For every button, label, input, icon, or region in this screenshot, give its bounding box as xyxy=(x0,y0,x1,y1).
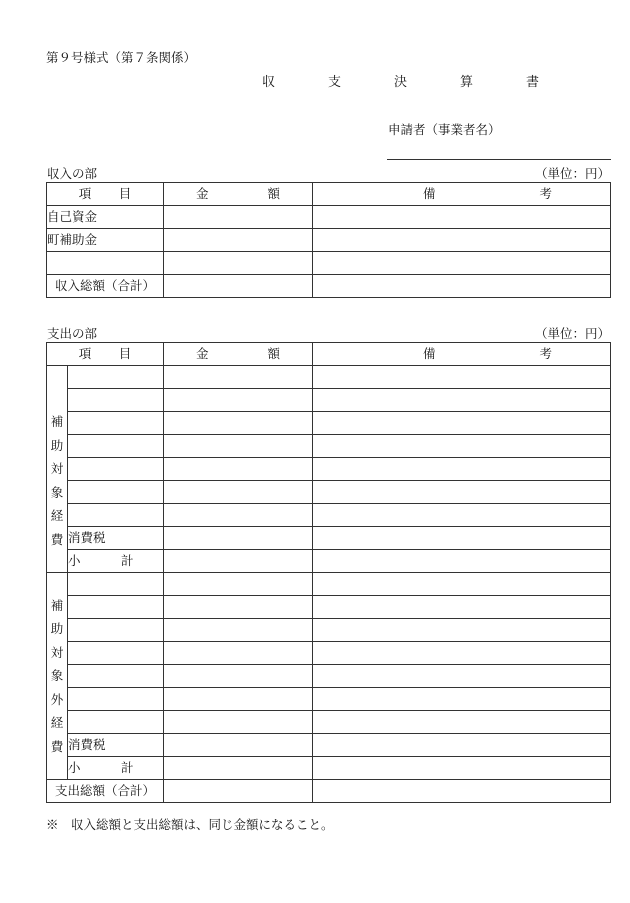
amount-cell[interactable] xyxy=(164,619,313,642)
note-cell[interactable] xyxy=(313,229,611,252)
amount-cell[interactable] xyxy=(164,596,313,619)
table-row xyxy=(47,504,611,527)
income-header-amount: 金 額 xyxy=(164,183,313,206)
table-row xyxy=(47,481,611,504)
expense-header-note: 備 考 xyxy=(313,343,611,366)
note-cell[interactable] xyxy=(313,206,611,229)
document-title: 収 支 決 算 書 xyxy=(262,75,560,90)
note-cell[interactable] xyxy=(313,366,611,389)
note-cell[interactable] xyxy=(313,389,611,412)
income-unit-label: （単位：円） xyxy=(534,166,610,181)
income-header-item: 項 目 xyxy=(47,183,164,206)
income-section-label: 収入の部 xyxy=(47,166,98,181)
item-cell[interactable] xyxy=(68,573,164,596)
amount-cell[interactable] xyxy=(164,688,313,711)
consumption-tax-label: 消費税 xyxy=(68,527,164,550)
subtotal-row xyxy=(47,757,611,780)
note-cell[interactable] xyxy=(313,458,611,481)
item-cell[interactable] xyxy=(68,711,164,734)
note-cell[interactable] xyxy=(313,734,611,757)
table-row xyxy=(47,412,611,435)
income-item-town-subsidy: 町補助金 xyxy=(47,229,164,252)
amount-cell[interactable] xyxy=(164,435,313,458)
note-cell[interactable] xyxy=(313,596,611,619)
table-row xyxy=(47,389,611,412)
item-cell[interactable] xyxy=(68,435,164,458)
income-total-row xyxy=(47,275,611,298)
amount-cell[interactable] xyxy=(164,229,313,252)
item-cell[interactable] xyxy=(68,642,164,665)
amount-cell[interactable] xyxy=(164,550,313,573)
note-cell[interactable] xyxy=(313,435,611,458)
table-row xyxy=(47,458,611,481)
note-cell[interactable] xyxy=(313,573,611,596)
income-item-blank[interactable] xyxy=(47,252,164,275)
expense-header-row xyxy=(47,343,611,366)
table-row xyxy=(47,206,611,229)
expense-section-label: 支出の部 xyxy=(47,326,98,341)
amount-cell[interactable] xyxy=(164,711,313,734)
non-eligible-expenses-label: 補 助 対 象 外 経 費 xyxy=(47,573,68,780)
subtotal-label: 小 計 xyxy=(68,757,164,780)
amount-cell[interactable] xyxy=(164,665,313,688)
item-cell[interactable] xyxy=(68,688,164,711)
table-row xyxy=(47,573,611,596)
applicant-label: 申請者（事業者名） xyxy=(388,122,501,137)
item-cell[interactable] xyxy=(68,389,164,412)
income-total-amount[interactable] xyxy=(164,275,313,298)
form-number: 第９号様式（第７条関係） xyxy=(46,50,197,65)
expense-total-amount[interactable] xyxy=(164,780,313,803)
amount-cell[interactable] xyxy=(164,481,313,504)
table-row xyxy=(47,435,611,458)
item-cell[interactable] xyxy=(68,504,164,527)
income-item-own-funds: 自己資金 xyxy=(47,206,164,229)
item-cell[interactable] xyxy=(68,458,164,481)
consumption-tax-label: 消費税 xyxy=(68,734,164,757)
amount-cell[interactable] xyxy=(164,206,313,229)
amount-cell[interactable] xyxy=(164,757,313,780)
footnote: ※ 収入総額と支出総額は、同じ金額になること。 xyxy=(46,817,334,832)
note-cell[interactable] xyxy=(313,688,611,711)
consumption-tax-row xyxy=(47,527,611,550)
income-total-note[interactable] xyxy=(313,275,611,298)
income-total-label: 収入総額（合計） xyxy=(47,275,164,298)
income-table xyxy=(46,182,611,298)
table-row xyxy=(47,619,611,642)
item-cell[interactable] xyxy=(68,665,164,688)
expense-header-amount: 金 額 xyxy=(164,343,313,366)
table-row xyxy=(47,596,611,619)
amount-cell[interactable] xyxy=(164,389,313,412)
table-row xyxy=(47,366,611,389)
amount-cell[interactable] xyxy=(164,458,313,481)
amount-cell[interactable] xyxy=(164,527,313,550)
note-cell[interactable] xyxy=(313,481,611,504)
item-cell[interactable] xyxy=(68,412,164,435)
note-cell[interactable] xyxy=(313,504,611,527)
applicant-signature-line[interactable] xyxy=(387,159,611,160)
note-cell[interactable] xyxy=(313,412,611,435)
expense-unit-label: （単位：円） xyxy=(534,326,610,341)
table-row xyxy=(47,252,611,275)
expense-table xyxy=(46,342,611,803)
note-cell[interactable] xyxy=(313,757,611,780)
item-cell[interactable] xyxy=(68,596,164,619)
expense-total-row xyxy=(47,780,611,803)
item-cell[interactable] xyxy=(68,481,164,504)
amount-cell[interactable] xyxy=(164,642,313,665)
amount-cell[interactable] xyxy=(164,252,313,275)
amount-cell[interactable] xyxy=(164,573,313,596)
note-cell[interactable] xyxy=(313,550,611,573)
amount-cell[interactable] xyxy=(164,366,313,389)
item-cell[interactable] xyxy=(68,619,164,642)
subtotal-row xyxy=(47,550,611,573)
note-cell[interactable] xyxy=(313,711,611,734)
table-row xyxy=(47,688,611,711)
note-cell[interactable] xyxy=(313,527,611,550)
table-row xyxy=(47,665,611,688)
table-row xyxy=(47,711,611,734)
table-row xyxy=(47,229,611,252)
subsidy-eligible-expenses-label: 補 助 対 象 経 費 xyxy=(47,366,68,573)
table-row xyxy=(47,642,611,665)
note-cell[interactable] xyxy=(313,252,611,275)
income-header-note: 備 考 xyxy=(313,183,611,206)
expense-header-item: 項 目 xyxy=(47,343,164,366)
income-header-row xyxy=(47,183,611,206)
consumption-tax-row xyxy=(47,734,611,757)
amount-cell[interactable] xyxy=(164,734,313,757)
note-cell[interactable] xyxy=(313,642,611,665)
expense-total-label: 支出総額（合計） xyxy=(47,780,164,803)
amount-cell[interactable] xyxy=(164,504,313,527)
amount-cell[interactable] xyxy=(164,412,313,435)
note-cell[interactable] xyxy=(313,665,611,688)
item-cell[interactable] xyxy=(68,366,164,389)
expense-total-note[interactable] xyxy=(313,780,611,803)
subtotal-label: 小 計 xyxy=(68,550,164,573)
note-cell[interactable] xyxy=(313,619,611,642)
